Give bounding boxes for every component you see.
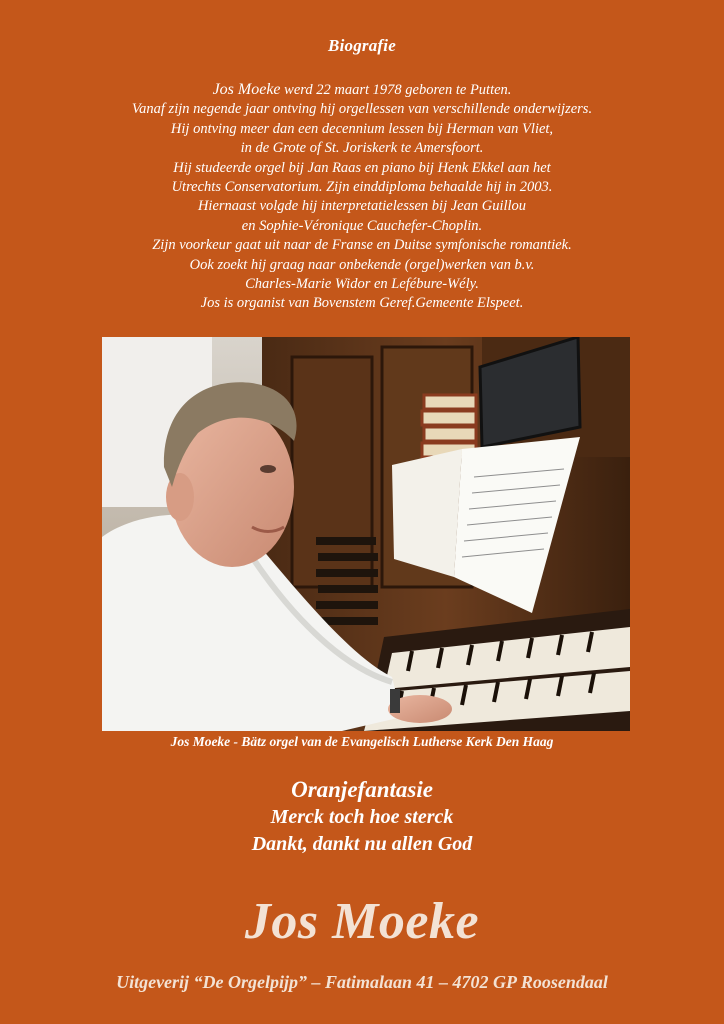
organist-photo: [102, 337, 630, 731]
biography-heading: Biografie: [328, 36, 396, 55]
bio-line: Hij ontving meer dan een decennium lessen bij Herman van Vliet,: [170, 120, 554, 137]
program-piece: Dankt, dankt nu allen God: [251, 833, 473, 855]
biography-text: [0, 80, 724, 314]
bio-line: Zijn voorkeur gaat uit naar de Franse en Duitse symfonische romantiek.: [152, 237, 572, 254]
publisher-line: Uitgeverij “De Orgelpijp” – Fatimalaan 41 – 4702 GP Roosendaal: [116, 972, 608, 992]
bio-first-line: werd 22 maart 1978 geboren te Putten.: [280, 82, 512, 98]
bio-line: Jos is organist van Bovenstem Geref.Gemeente Elspeet.: [200, 295, 524, 312]
program-list: [0, 776, 724, 858]
artist-name: Jos Moeke: [244, 893, 480, 950]
program-title: Oranjefantasie: [291, 777, 433, 802]
bio-line: Ook zoekt hij graag naar onbekende (orgel)werken van b.v.: [189, 256, 535, 273]
bio-name: Jos Moeke: [212, 81, 281, 98]
bio-line: Utrechts Conservatorium. Zijn einddiploma behaalde hij in 2003.: [171, 179, 553, 196]
bio-line: [0, 80, 724, 100]
photo-caption: Jos Moeke - Bätz orgel van de Evangelisch Lutherse Kerk Den Haag: [170, 734, 554, 749]
bio-line: Hij studeerde orgel bij Jan Raas en piano bij Henk Ekkel aan het: [173, 159, 551, 176]
bio-line: Hiernaast volgde hij interpretatielessen bij Jean Guillou: [197, 198, 527, 215]
program-piece: Merck toch hoe sterck: [270, 806, 454, 828]
bio-line: Vanaf zijn negende jaar ontving hij orgellessen van verschillende onderwijzers.: [131, 101, 593, 118]
bio-line: Charles-Marie Widor en Lefébure-Wély.: [245, 276, 479, 293]
bio-line: en Sophie-Véronique Cauchefer-Choplin.: [241, 217, 483, 234]
bio-line: in de Grote of St. Joriskerk te Amersfoort.: [240, 140, 484, 157]
